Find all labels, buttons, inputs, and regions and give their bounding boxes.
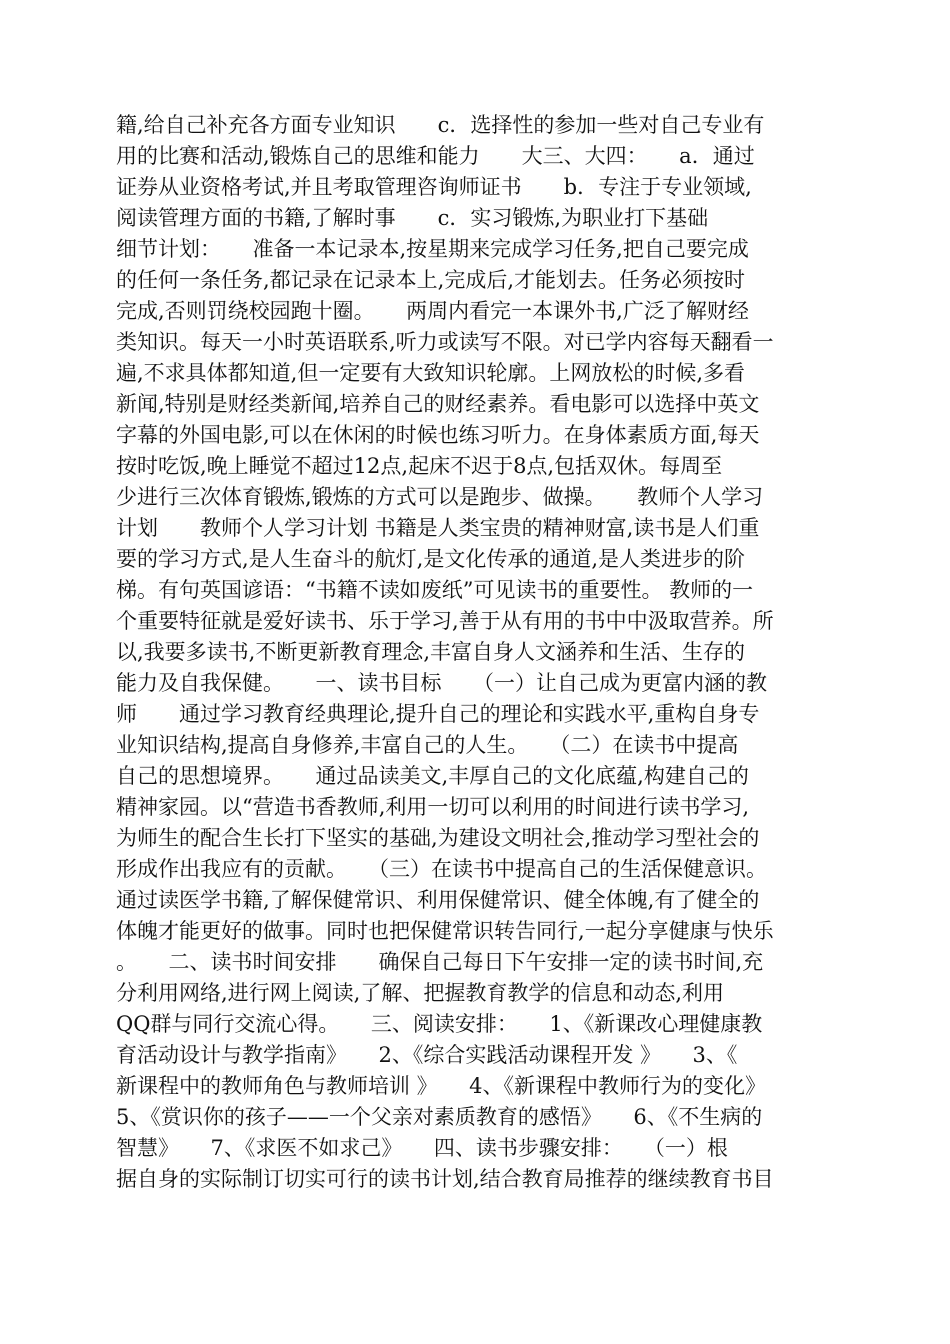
text-line: 个重要特征就是爱好读书、乐于学习,善于从有用的书中中汲取营养。所 xyxy=(116,609,774,633)
text-line: 以,我要多读书,不断更新教育理念,丰富自身人文涵养和生活、生存的 xyxy=(116,640,746,664)
text-line: 字幕的外国电影,可以在休闲的时候也练习听力。在身体素质方面,每天 xyxy=(116,423,760,447)
text-line: 业知识结构,提高自身修养,丰富自己的人生。 （二）在读书中提高 xyxy=(116,733,739,757)
text-line: QQ群与同行交流心得。 三、阅读安排： 1、《新课改心理健康教 xyxy=(116,1012,763,1036)
text-line: 新课程中的教师角色与教师培训 》 4、《新课程中教师行为的变化》 xyxy=(116,1074,767,1098)
text-line: 计划 教师个人学习计划 书籍是人类宝贵的精神财富,读书是人们重 xyxy=(116,516,760,540)
text-line: 遍,不求具体都知道,但一定要有大致知识轮廓。上网放松的时候,多看 xyxy=(116,361,746,385)
text-line: 师 通过学习教育经典理论,提升自己的理论和实践水平,重构自身专 xyxy=(116,702,760,726)
text-line: 类知识。每天一小时英语联系,听力或读写不限。对已学内容每天翻看一 xyxy=(116,330,774,354)
text-line: 为师生的配合生长打下坚实的基础,为建设文明社会,推动学习型社会的 xyxy=(116,826,760,850)
text-line: 细节计划： 准备一本记录本,按星期来完成学习任务,把自己要完成 xyxy=(116,237,749,261)
text-line: 据自身的实际制订切实可行的读书计划,结合教育局推荐的继续教育书目 xyxy=(116,1167,774,1191)
text-line: 分利用网络,进行网上阅读,了解、把握教育教学的信息和动态,利用 xyxy=(116,981,725,1005)
text-line: 要的学习方式,是人生奋斗的航灯,是文化传承的通道,是人类进步的阶 xyxy=(116,547,746,571)
text-line: 精神家园。以“营造书香教师,利用一切可以利用的时间进行读书学习, xyxy=(116,795,750,819)
body-text xyxy=(116,110,856,1195)
text-line: 证券从业资格考试,并且考取管理咨询师证书 b．专注于专业领域, xyxy=(116,175,752,199)
text-line: 形成作出我应有的贡献。 （三）在读书中提高自己的生活保健意识。 xyxy=(116,857,767,881)
text-line: 。 二、读书时间安排 确保自己每日下午安排一定的读书时间,充 xyxy=(116,950,764,974)
text-line: 按时吃饭,晚上睡觉不超过12点,起床不迟于8点,包括双休。每周至 xyxy=(116,454,723,478)
text-line: 体魄才能更好的做事。同时也把保健常识转告同行,一起分享健康与快乐 xyxy=(116,919,774,943)
text-line: 育活动设计与教学指南》 2、《综合实践活动课程开发 》 3、《 xyxy=(116,1043,738,1067)
text-line: 梯。有句英国谚语：“书籍不读如废纸”可见读书的重要性。 教师的一 xyxy=(116,578,754,602)
text-line: 少进行三次体育锻炼,锻炼的方式可以是跑步、做操。 教师个人学习 xyxy=(116,485,764,509)
text-line: 籍,给自己补充各方面专业知识 c．选择性的参加一些对自己专业有 xyxy=(116,113,765,137)
text-line: 智慧》 7、《求医不如求己》 四、读书步骤安排： （一）根 xyxy=(116,1136,728,1160)
text-line: 用的比赛和活动,锻炼自己的思维和能力 大三、大四： a．通过 xyxy=(116,144,755,168)
text-line: 新闻,特别是财经类新闻,培养自己的财经素养。看电影可以选择中英文 xyxy=(116,392,760,416)
text-line: 能力及自我保健。 一、读书目标 （一）让自己成为更富内涵的教 xyxy=(116,671,767,695)
text-line: 5、《赏识你的孩子——一个父亲对素质教育的感悟》 6、《不生病的 xyxy=(116,1105,763,1129)
text-line: 自己的思想境界。 通过品读美文,丰厚自己的文化底蕴,构建自己的 xyxy=(116,764,749,788)
text-line: 通过读医学书籍,了解保健常识、利用保健常识、健全体魄,有了健全的 xyxy=(116,888,760,912)
text-line: 的任何一条任务,都记录在记录本上,完成后,才能划去。任务必须按时 xyxy=(116,268,746,292)
text-line: 阅读管理方面的书籍,了解时事 c．实习锻炼,为职业打下基础 xyxy=(116,206,709,230)
text-line: 完成,否则罚绕校园跑十圈。 两周内看完一本课外书,广泛了解财经 xyxy=(116,299,749,323)
